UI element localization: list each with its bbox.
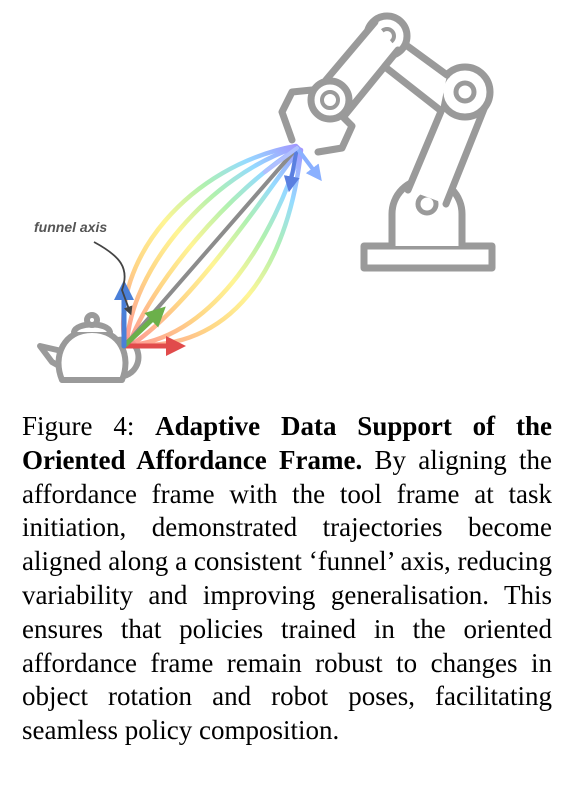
caption-title: Adaptive Data Support of the Oriented Affordance Frame.: [22, 411, 552, 475]
caption-body: By aligning the affordance frame with the tool frame at task initiation, demonstrated trajectories become aligned along a consistent ‘funnel’ axis, reducing variability and improving generalisation. This ensures that policies trained in the oriented affordance frame remain robust to changes in object rotation and robot poses, facilitating seamless policy composition.: [22, 444, 553, 746]
funnel-axis-label: funnel axis: [34, 219, 108, 235]
figure-label: Figure 4:: [22, 411, 135, 441]
robot-arm-icon: [282, 16, 492, 268]
figure-caption: [22, 410, 552, 748]
figure-illustration: [0, 0, 574, 400]
